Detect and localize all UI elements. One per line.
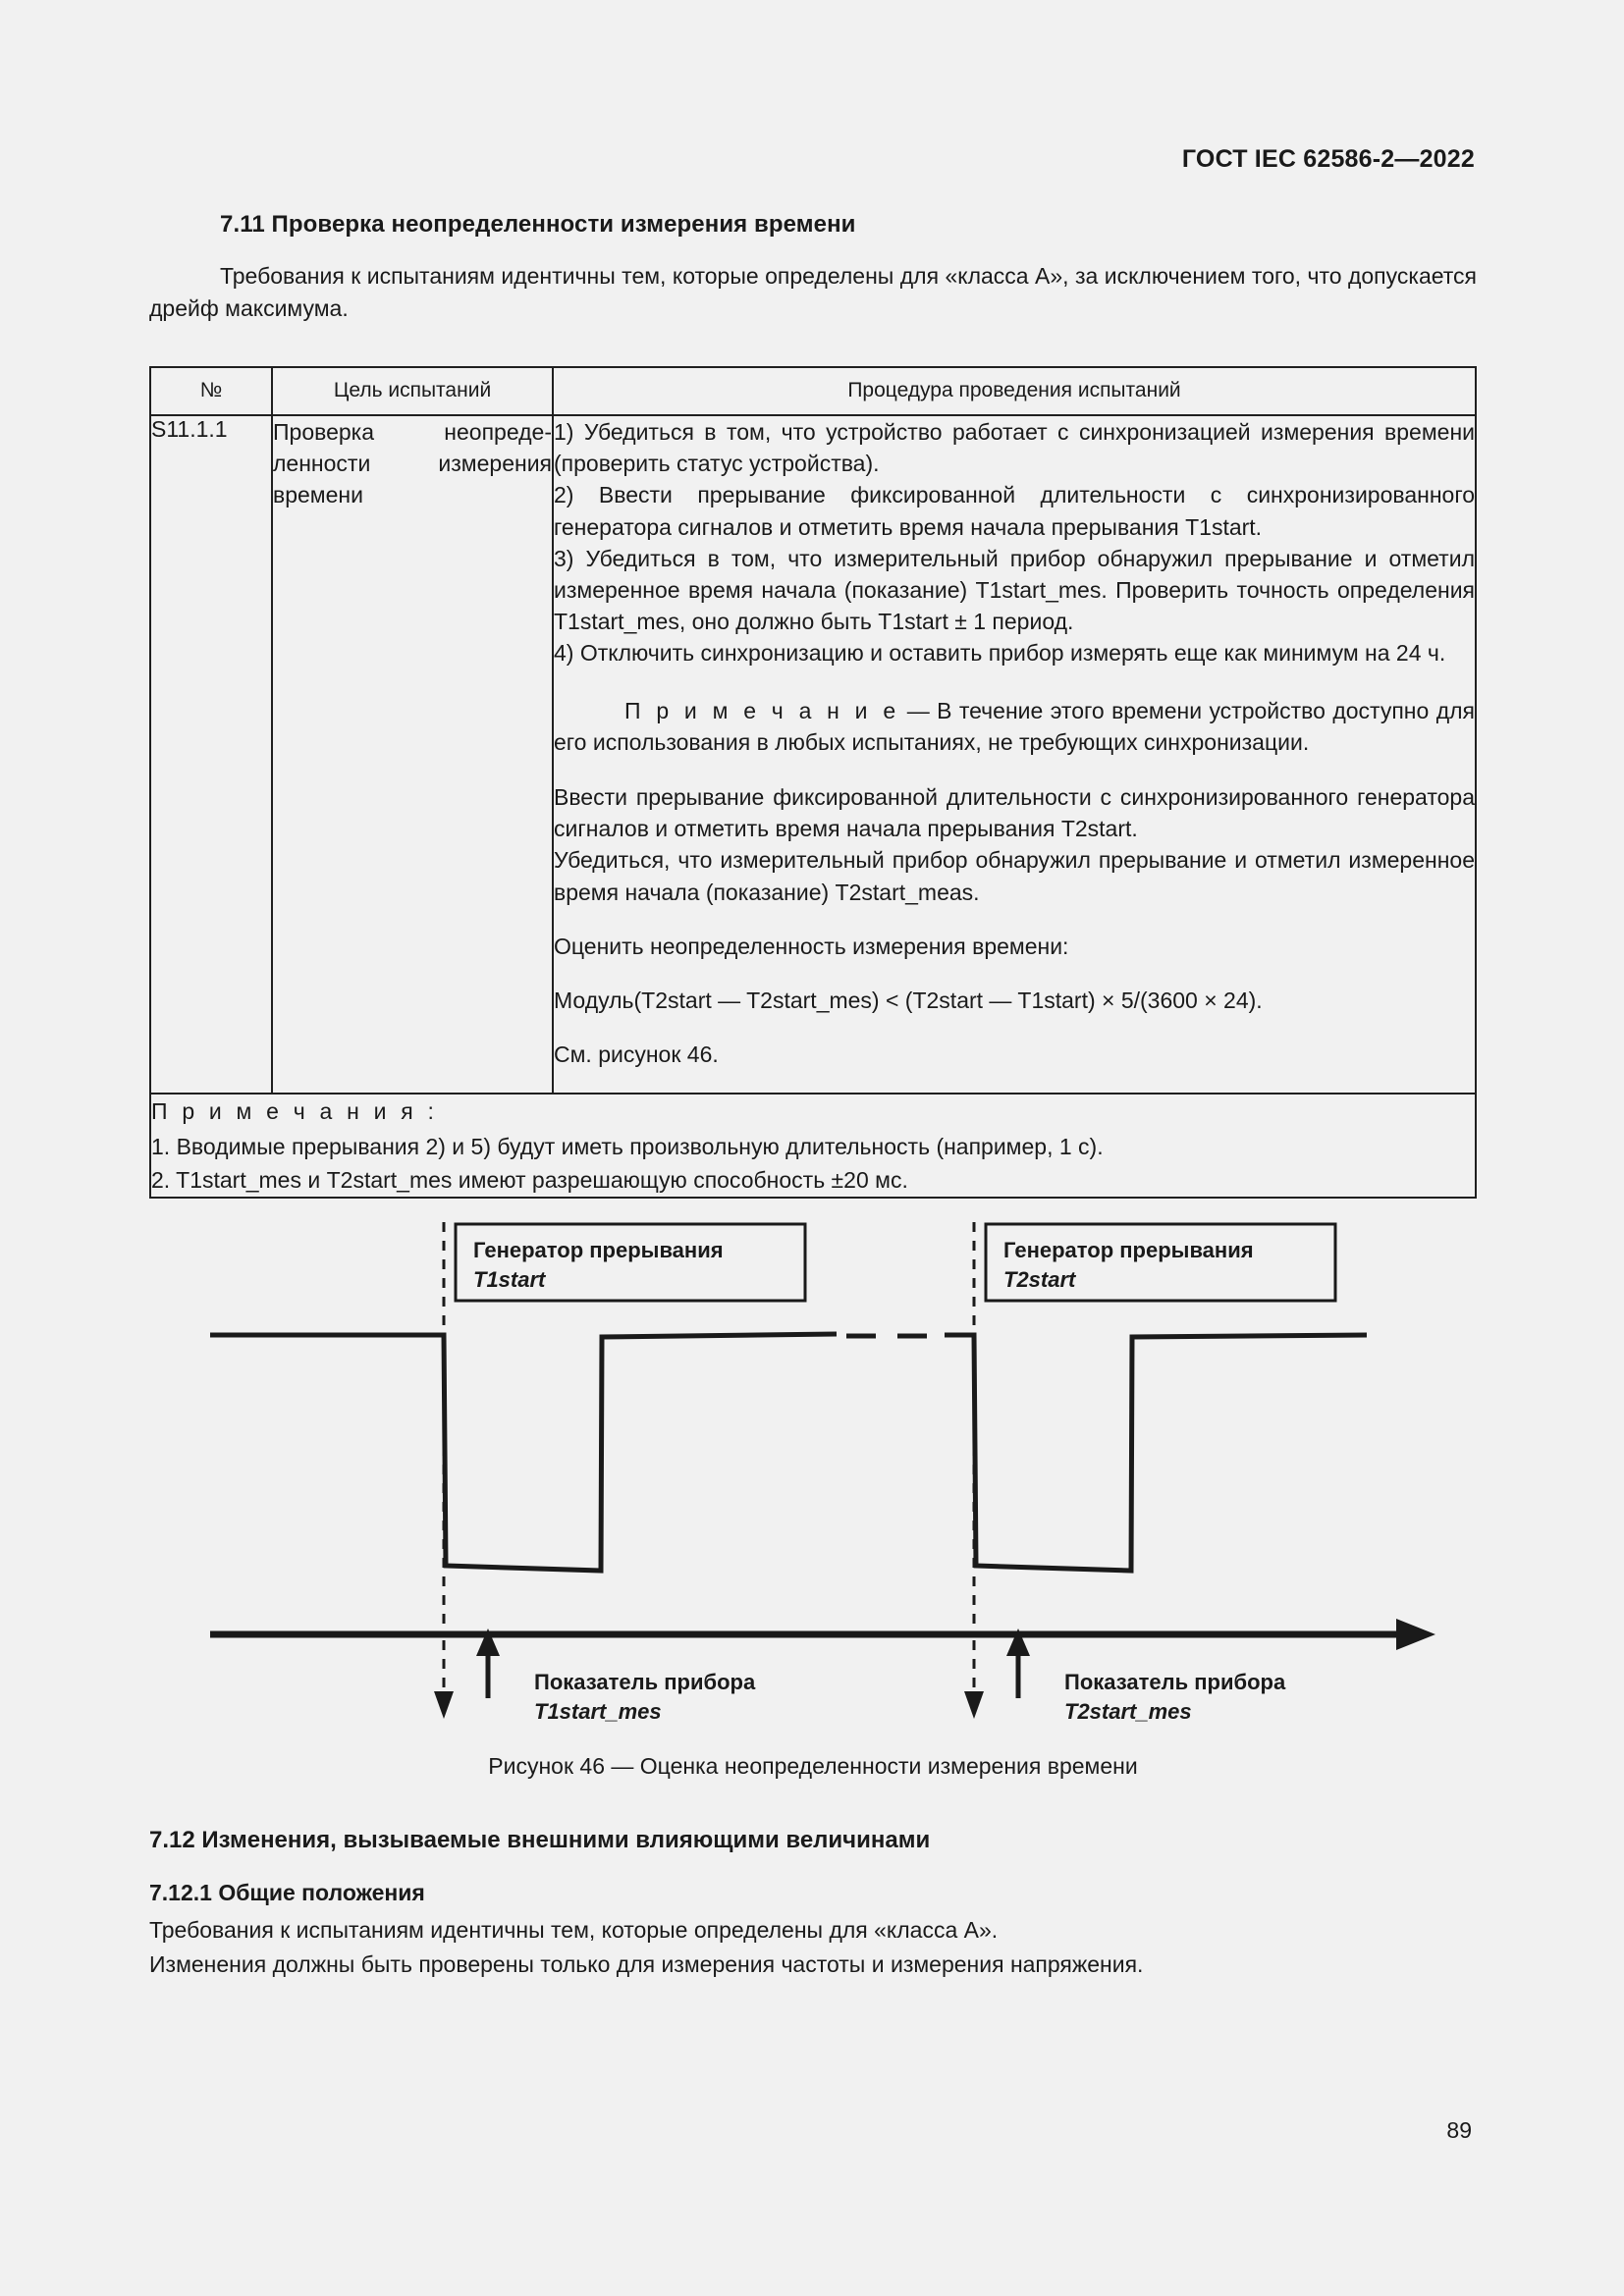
header-number: № xyxy=(150,367,272,415)
indication-label-2-line-2: T2start_mes xyxy=(1064,1699,1192,1725)
procedure-step-6: Убедиться, что измерительный прибор обнаружил прерывание и отметил измеренное время начала (показание) T2start_meas. xyxy=(554,847,1475,905)
table-header-row xyxy=(150,367,1476,415)
generator-box-1-line-1: Генератор прерывания xyxy=(473,1238,724,1263)
procedure-step-7: Оценить неопределенность измерения времени: xyxy=(554,933,1069,959)
procedure-step-1: 1) Убедиться в том, что устройство работает с синхронизацией измерения времени (проверить статус устройства). xyxy=(554,419,1475,477)
section-title-7-12: 7.12 Изменения, вызываемые внешними влияющими величинами xyxy=(149,1827,931,1854)
cell-table-notes xyxy=(150,1094,1476,1198)
marker-drop-arrowhead-2 xyxy=(964,1691,984,1719)
procedure-step-2: 2) Ввести прерывание фиксированной длительности с синхронизированного генератора сигналов и отметить время начала прерывания T1start. xyxy=(554,482,1475,540)
header-procedure: Процедура проведения испытаний xyxy=(553,367,1476,415)
procedure-figure-ref: См. рисунок 46. xyxy=(554,1041,719,1068)
figure-46-waveform xyxy=(149,1212,1477,1742)
section-7-11-intro: Требования к испытаниям идентичны тем, которые определены для «класса А», за исключением того, что допускается дрейф максимума. xyxy=(149,263,1477,321)
indication-label-1-line-1: Показатель прибора xyxy=(534,1670,756,1695)
cell-test-procedure xyxy=(553,415,1476,1094)
content-column xyxy=(149,211,1477,1983)
procedure-note-text: — В течение этого времени устройство доступно для его использования в любых испытаниях, не требующих синхронизации. xyxy=(554,697,1475,755)
table-note-item-2: 2. T1start_mes и T2start_mes имеют разрешающую способность ±20 мс. xyxy=(151,1167,908,1194)
procedure-step-4: 4) Отключить синхронизацию и оставить прибор измерять еще как минимум на 24 ч. xyxy=(554,640,1446,667)
table-note-item-1: 1. Вводимые прерывания 2) и 5) будут иметь произвольную длительность (например, 1 с). xyxy=(151,1134,1104,1160)
section-7-12-paragraph-2: Изменения должны быть проверены только для измерения частоты и измерения напряжения. xyxy=(149,1951,1144,1978)
figure-46 xyxy=(149,1212,1477,1780)
marker-drop-arrowhead-1 xyxy=(434,1691,454,1719)
section-title-7-12-1: 7.12.1 Общие положения xyxy=(149,1880,425,1906)
procedure-step-3: 3) Убедиться в том, что измерительный прибор обнаружил прерывание и отметил измеренное время начала (показание) T1start_mes. Проверить точность определения T1start_mes, оно должно быть T1start ± 1 период. xyxy=(554,545,1475,635)
running-header: ГОСТ IEC 62586-2—2022 xyxy=(1181,145,1475,173)
generator-box-2-line-1: Генератор прерывания xyxy=(1003,1238,1254,1263)
procedure-step-5: Ввести прерывание фиксированной длительности с синхронизированного генератора сигналов и отметить время начала прерывания T2start. xyxy=(554,784,1475,842)
header-goal: Цель испытаний xyxy=(272,367,553,415)
table-row xyxy=(150,415,1476,1094)
waveform-segment-left xyxy=(210,1334,837,1571)
figure-46-caption: Рисунок 46 — Оценка неопределенности измерения времени xyxy=(488,1753,1138,1780)
procedure-formula: Модуль(T2start — T2start_mes) < (T2start — T1start) × 5/(3600 × 24). xyxy=(554,988,1263,1014)
cell-test-number: S11.1.1 xyxy=(150,415,272,1094)
procedure-note xyxy=(554,695,1475,758)
table-notes-title: П р и м е ч а н и я : xyxy=(151,1098,439,1125)
procedure-note-label: П р и м е ч а н и е xyxy=(624,697,900,723)
page-number: 89 xyxy=(1446,2117,1472,2143)
test-procedure-table xyxy=(149,366,1477,1199)
section-7-12 xyxy=(149,1827,1477,1981)
section-7-12-paragraph-1: Требования к испытаниям идентичны тем, которые определены для «класса А». xyxy=(149,1917,999,1944)
time-axis-arrowhead xyxy=(1396,1619,1435,1650)
indication-label-2-line-1: Показатель прибора xyxy=(1064,1670,1286,1695)
generator-box-2-line-2: T2start xyxy=(1003,1267,1076,1293)
waveform-segment-right xyxy=(945,1335,1367,1571)
generator-box-1-line-2: T1start xyxy=(473,1267,546,1293)
table-notes-row xyxy=(150,1094,1476,1198)
cell-test-goal: Проверка неопределенности измерения времени xyxy=(272,415,553,1094)
section-title-7-11: 7.11 Проверка неопределенности измерения времени xyxy=(220,211,856,238)
indication-label-1-line-2: T1start_mes xyxy=(534,1699,662,1725)
